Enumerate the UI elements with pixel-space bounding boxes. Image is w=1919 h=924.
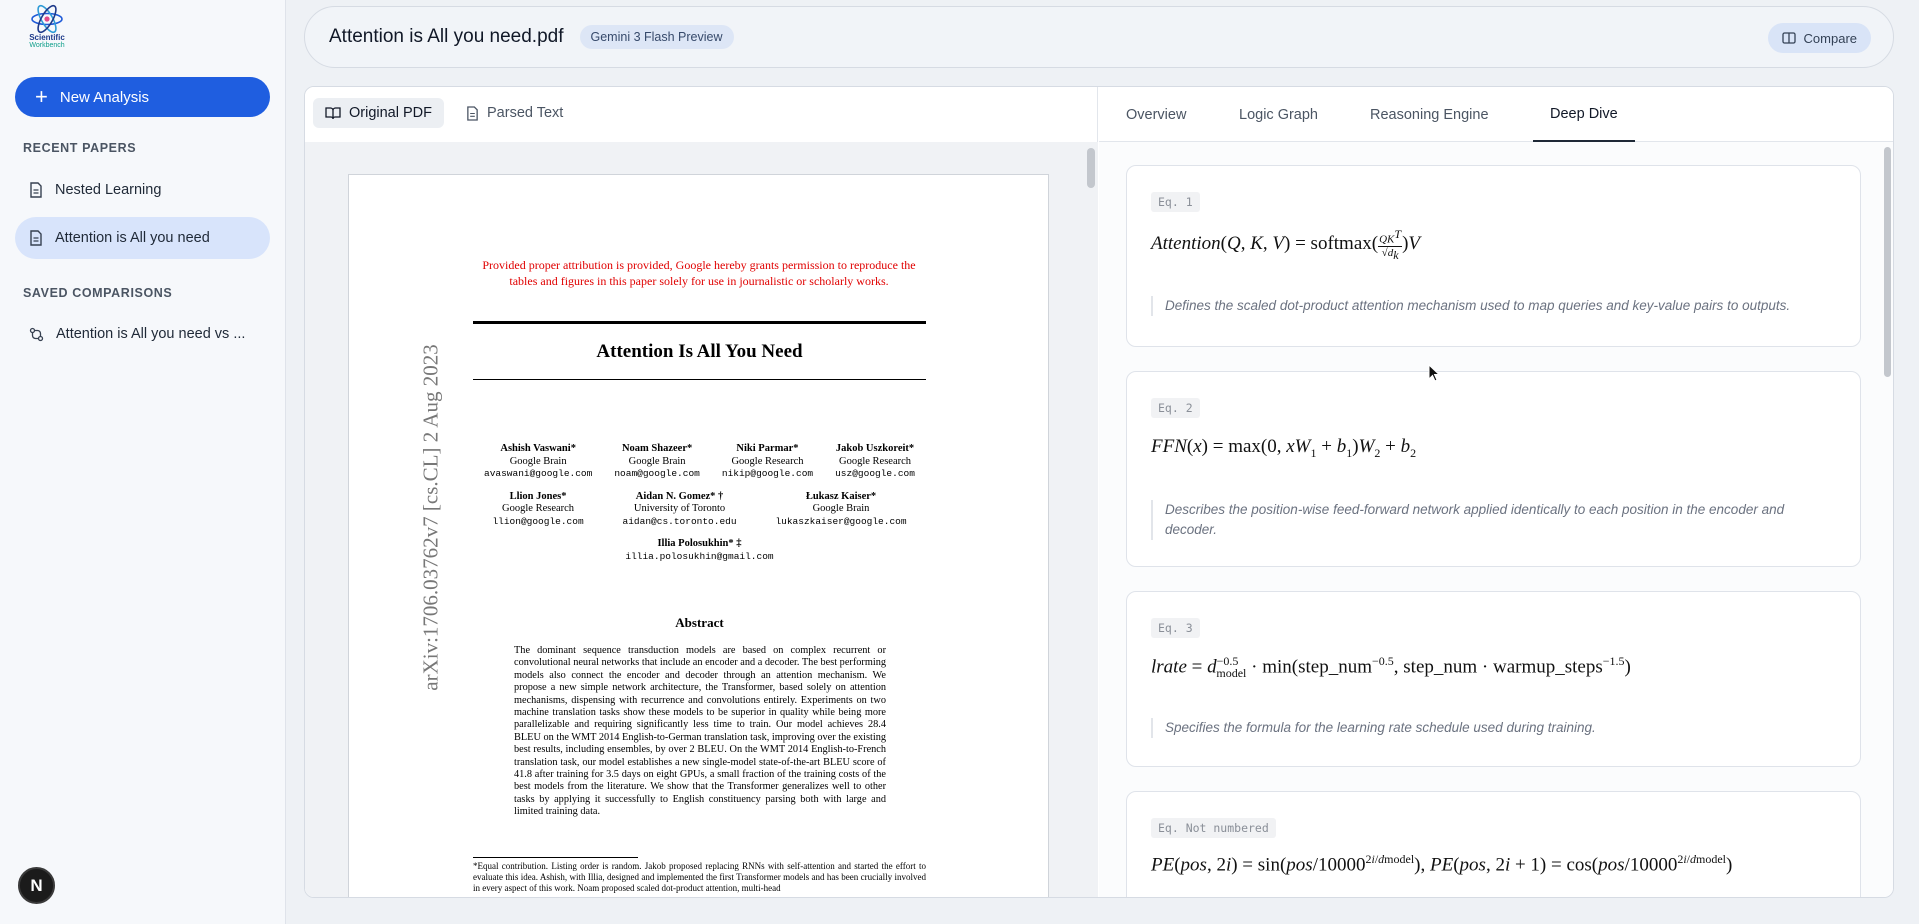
equation-label: Eq. 3 — [1151, 618, 1200, 638]
equation-formula: lrate = $d^{-0.5}_{model}$ · min(step_num$^{-0.5}$, step_num · warmup_steps$^{-1.5}$) — [1151, 654, 1631, 681]
tab-label: Original PDF — [349, 105, 432, 121]
author-row — [473, 538, 926, 563]
author-row — [473, 443, 926, 481]
tab-logic-graph[interactable]: Logic Graph — [1239, 106, 1318, 123]
logo-title: Scientific — [29, 33, 65, 42]
equation-formula: FFN(x) = max(0, $xW_1 + b_1)W_2 + b_2$ — [1151, 436, 1417, 460]
footnote-rule — [473, 857, 638, 858]
author: Jakob Uszkoreit* Google Research usz@google.com — [835, 443, 915, 479]
equation-label: Eq. 1 — [1151, 192, 1200, 212]
user-avatar[interactable]: N — [18, 867, 55, 904]
recent-paper-label: Attention is All you need — [55, 230, 210, 246]
analysis-tabs — [1099, 87, 1894, 142]
equation-label: Eq. Not numbered — [1151, 818, 1276, 838]
tab-label: Parsed Text — [487, 105, 564, 121]
footnote-text: *Equal contribution. Listing order is random. Jakob proposed replacing RNNs with self-attention and started the effort to evaluate this idea. Ashish, with Illia, designed and implemented the first Transformer models and has been crucially involved in every aspect of this work. Noam proposed scaled dot-product attention, multi-head — [473, 861, 926, 893]
title-rule-top — [473, 321, 926, 324]
atom-logo-icon — [30, 4, 64, 34]
author: Niki Parmar* Google Research nikip@google.com — [721, 443, 814, 479]
equation-description: Describes the position-wise feed-forward network applied identically to each position in the encoder and decoder. — [1151, 500, 1821, 540]
saved-comparisons-heading: SAVED COMPARISONS — [23, 286, 173, 300]
recent-paper-label: Nested Learning — [55, 182, 162, 198]
sidebar — [0, 0, 286, 924]
new-analysis-button[interactable] — [15, 77, 270, 117]
columns-icon — [1782, 32, 1796, 44]
equation-label: Eq. 2 — [1151, 398, 1200, 418]
abstract-text: The dominant sequence transduction models are based on complex recurrent or convolutional neural networks that include an encoder and a decoder. The best performing models also connect the encoder and decoder through an attention mechanism. We propose a new simple network architecture, the Transformer, based solely on attention mechanisms, dispensing with recurrence and convolutions entirely. Experiments on two machine translation tasks show these models to be superior in quality while being more parallelizable and requiring significantly less time to train. Our model achieves 28.4 BLEU on the WMT 2014 English-to-German translation task, improving over the existing best results, including ensembles, by over 2 BLEU. On the WMT 2014 English-to-French translation task, our model establishes a new single-model state-of-the-art BLEU score of 41.8 after training for 3.5 days on eight GPUs, a small fraction of the training costs of the best models from the literature. We show that the Transformer generalizes well to other tasks by applying it successfully to English constituency parsing both with large and limited training data. — [514, 645, 886, 818]
tab-parsed-text[interactable] — [454, 98, 575, 128]
tab-deep-dive[interactable]: Deep Dive — [1533, 87, 1635, 142]
equation-description: Defines the scaled dot-product attention mechanism used to map queries and key-value pairs to outputs. — [1151, 296, 1821, 316]
equation-formula: Attention(Q, K, V) = softmax( $\frac{QK^T}{√d_k}$ )V — [1151, 227, 1421, 262]
compare-label: Compare — [1803, 30, 1857, 46]
paper-title: Attention Is All You Need — [596, 341, 803, 362]
new-analysis-label: New Analysis — [59, 88, 150, 106]
author: Łukasz Kaiser* Google Brain lukaszkaiser@google.com — [775, 490, 907, 527]
document-icon — [466, 106, 479, 121]
saved-comparison-item[interactable] — [15, 313, 270, 355]
equation-description: Specifies the formula for the learning rate schedule used during training. — [1151, 718, 1821, 738]
arxiv-stamp: arXiv:1706.03762v7 [cs.CL] 2 Aug 2023 — [418, 344, 443, 691]
document-title: Attention is All you need.pdf — [329, 26, 564, 47]
document-icon — [29, 230, 43, 246]
compare-icon — [29, 327, 44, 342]
compare-button[interactable] — [1768, 23, 1871, 53]
document-icon — [29, 182, 43, 198]
tab-reasoning-engine[interactable]: Reasoning Engine — [1370, 106, 1489, 123]
equation-card — [1126, 591, 1861, 767]
mouse-cursor-icon — [1428, 364, 1440, 382]
tab-original-pdf[interactable] — [313, 98, 444, 128]
pdf-pane — [305, 87, 1098, 898]
pdf-scrollbar[interactable] — [1087, 148, 1095, 188]
author-row — [473, 491, 926, 529]
equation-formula: PE(pos, $2i) = \sin(pos/10000^{2i/dmodel})$, PE(pos, $2i + 1) = \cos(pos/10000^{2i/dmodel})$ — [1151, 852, 1733, 876]
analysis-pane — [1099, 87, 1894, 898]
app-logo[interactable] — [24, 4, 70, 54]
equation-list[interactable] — [1099, 143, 1894, 898]
author: Noam Shazeer* Google Brain noam@google.com — [614, 443, 700, 479]
title-rule-bottom — [473, 379, 926, 380]
recent-paper-nested-learning[interactable] — [15, 169, 270, 211]
analysis-scrollbar[interactable] — [1884, 147, 1891, 377]
model-badge: Gemini 3 Flash Preview — [580, 25, 734, 49]
author: Llion Jones* Google Research llion@google.com — [492, 490, 584, 527]
recent-papers-heading: RECENT PAPERS — [23, 141, 137, 155]
author: Aidan N. Gomez* † University of Toronto aidan@cs.toronto.edu — [622, 490, 737, 527]
pdf-page — [348, 174, 1049, 898]
author-block — [473, 443, 926, 573]
author: Illia Polosukhin* ‡ illia.polosukhin@gmail.com — [625, 538, 774, 562]
author: Ashish Vaswani* Google Brain avaswani@google.com — [484, 443, 593, 479]
pdf-view-tabs — [313, 98, 575, 128]
saved-comparison-label: Attention is All you need vs ... — [56, 326, 246, 342]
tab-overview[interactable]: Overview — [1126, 106, 1187, 123]
recent-paper-attention[interactable] — [15, 217, 270, 259]
logo-subtitle: Workbench — [29, 42, 65, 49]
pdf-viewer[interactable] — [305, 142, 1098, 898]
permission-notice: Provided proper attribution is provided, Google hereby grants permission to reproduce the tables and figures in this paper solely for use in journalistic or scholarly works. — [482, 258, 916, 288]
plus-icon: + — [35, 84, 48, 109]
equation-card — [1126, 371, 1861, 567]
equation-card — [1126, 791, 1861, 898]
abstract-heading: Abstract — [675, 615, 724, 630]
equation-card — [1126, 165, 1861, 347]
document-header — [304, 6, 1894, 68]
book-icon — [325, 106, 341, 120]
workspace — [304, 86, 1894, 898]
